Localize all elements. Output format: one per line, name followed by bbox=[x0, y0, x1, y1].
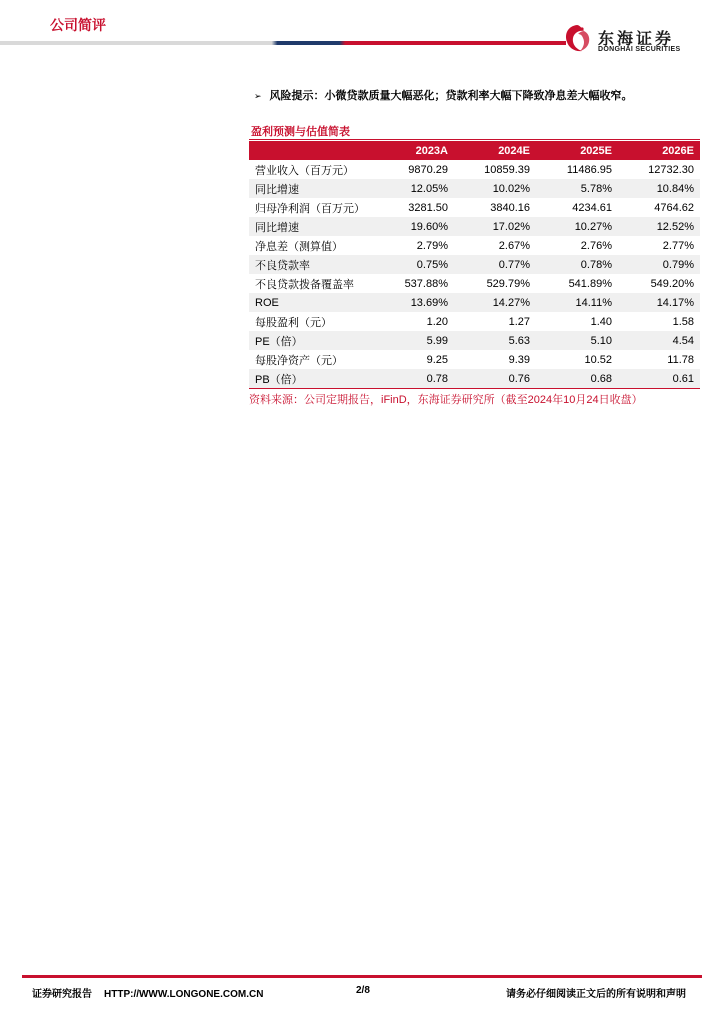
dragon-logo-icon bbox=[560, 22, 594, 56]
risk-warning bbox=[254, 87, 633, 103]
table-cell: 9.25 bbox=[372, 350, 454, 369]
table-cell: 529.79% bbox=[454, 274, 536, 293]
row-label: 不良贷款率 bbox=[249, 255, 372, 274]
table-cell: 0.75% bbox=[372, 255, 454, 274]
table-cell: 11.78 bbox=[618, 350, 700, 369]
table-cell: 10.27% bbox=[536, 217, 618, 236]
table-cell: 13.69% bbox=[372, 293, 454, 312]
table-header-row bbox=[249, 141, 700, 160]
row-label: 同比增速 bbox=[249, 179, 372, 198]
table-cell: 3840.16 bbox=[454, 198, 536, 217]
row-label: 归母净利润（百万元） bbox=[249, 198, 372, 217]
table-row bbox=[249, 293, 700, 312]
table-row bbox=[249, 198, 700, 217]
table-row bbox=[249, 236, 700, 255]
table-cell: 1.40 bbox=[536, 312, 618, 331]
table-cell: 541.89% bbox=[536, 274, 618, 293]
row-label: 每股净资产（元） bbox=[249, 350, 372, 369]
footer-url-link[interactable]: HTTP://WWW.LONGONE.COM.CN bbox=[104, 989, 264, 1000]
table-row bbox=[249, 331, 700, 350]
table-cell: 537.88% bbox=[372, 274, 454, 293]
row-label: 同比增速 bbox=[249, 217, 372, 236]
table-cell: 0.78 bbox=[372, 369, 454, 389]
table-cell: 1.27 bbox=[454, 312, 536, 331]
table-cell: 19.60% bbox=[372, 217, 454, 236]
table-cell: 549.20% bbox=[618, 274, 700, 293]
footer-rule bbox=[22, 975, 702, 978]
table-cell: 5.63 bbox=[454, 331, 536, 350]
row-label: ROE bbox=[249, 293, 372, 312]
table-cell: 12732.30 bbox=[618, 160, 700, 179]
table-cell: 4.54 bbox=[618, 331, 700, 350]
table-cell: 0.79% bbox=[618, 255, 700, 274]
table-row bbox=[249, 274, 700, 293]
table-cell: 4764.62 bbox=[618, 198, 700, 217]
table-cell: 10.02% bbox=[454, 179, 536, 198]
table-header-cell: 2023A bbox=[372, 141, 454, 160]
table-cell: 14.11% bbox=[536, 293, 618, 312]
table-cell: 0.78% bbox=[536, 255, 618, 274]
table-cell: 17.02% bbox=[454, 217, 536, 236]
row-label: 净息差（测算值） bbox=[249, 236, 372, 255]
table-cell: 11486.95 bbox=[536, 160, 618, 179]
table-row bbox=[249, 350, 700, 369]
table-cell: 2.79% bbox=[372, 236, 454, 255]
table-cell: 5.78% bbox=[536, 179, 618, 198]
company-logo bbox=[560, 22, 680, 56]
table-cell: 0.61 bbox=[618, 369, 700, 389]
page-number: 2/8 bbox=[356, 985, 370, 996]
table-row bbox=[249, 255, 700, 274]
footer-left bbox=[32, 985, 263, 1000]
table-row bbox=[249, 160, 700, 179]
table-cell: 14.17% bbox=[618, 293, 700, 312]
table-title: 盈利预测与估值简表 bbox=[251, 126, 350, 138]
table-cell: 10.84% bbox=[618, 179, 700, 198]
table-cell: 9870.29 bbox=[372, 160, 454, 179]
table-cell: 1.20 bbox=[372, 312, 454, 331]
table-header-cell: 2026E bbox=[618, 141, 700, 160]
bullet-arrow-icon: ➢ bbox=[254, 91, 262, 101]
logo-chinese-name: 东海证券 bbox=[598, 31, 675, 48]
table-cell: 0.68 bbox=[536, 369, 618, 389]
table-cell: 10859.39 bbox=[454, 160, 536, 179]
table-cell: 3281.50 bbox=[372, 198, 454, 217]
table-row bbox=[249, 179, 700, 198]
table-row bbox=[249, 217, 700, 236]
logo-english-name: DONGHAI SECURITIES bbox=[598, 46, 681, 53]
table-row bbox=[249, 312, 700, 331]
table-cell: 2.67% bbox=[454, 236, 536, 255]
table-cell: 12.05% bbox=[372, 179, 454, 198]
table-cell: 0.77% bbox=[454, 255, 536, 274]
table-row bbox=[249, 369, 700, 389]
table-cell: 2.77% bbox=[618, 236, 700, 255]
table-header-cell bbox=[249, 141, 372, 160]
table-cell: 1.58 bbox=[618, 312, 700, 331]
table-cell: 2.76% bbox=[536, 236, 618, 255]
table-title-rule bbox=[249, 139, 700, 140]
table-cell: 4234.61 bbox=[536, 198, 618, 217]
table-cell: 12.52% bbox=[618, 217, 700, 236]
row-label: 营业收入（百万元） bbox=[249, 160, 372, 179]
section-title: 公司简评 bbox=[50, 17, 106, 33]
row-label: PE（倍） bbox=[249, 331, 372, 350]
table-cell: 0.76 bbox=[454, 369, 536, 389]
header-rule bbox=[0, 41, 566, 45]
footer-disclaimer: 请务必仔细阅读正文后的所有说明和声明 bbox=[506, 989, 686, 1000]
forecast-table bbox=[249, 141, 700, 389]
table-header-cell: 2024E bbox=[454, 141, 536, 160]
table-source-note: 资料来源：公司定期报告，iFinD，东海证券研究所（截至2024年10月24日收盘） bbox=[249, 394, 643, 406]
row-label: PB（倍） bbox=[249, 369, 372, 389]
table-cell: 14.27% bbox=[454, 293, 536, 312]
row-label: 每股盈利（元） bbox=[249, 312, 372, 331]
risk-text: 风险提示：小微贷款质量大幅恶化；贷款利率大幅下降致净息差大幅收窄。 bbox=[269, 90, 633, 102]
table-cell: 5.10 bbox=[536, 331, 618, 350]
footer-doc-type: 证券研究报告 bbox=[32, 989, 92, 1000]
table-cell: 9.39 bbox=[454, 350, 536, 369]
row-label: 不良贷款拨备覆盖率 bbox=[249, 274, 372, 293]
table-cell: 5.99 bbox=[372, 331, 454, 350]
table-cell: 10.52 bbox=[536, 350, 618, 369]
table-header-cell: 2025E bbox=[536, 141, 618, 160]
